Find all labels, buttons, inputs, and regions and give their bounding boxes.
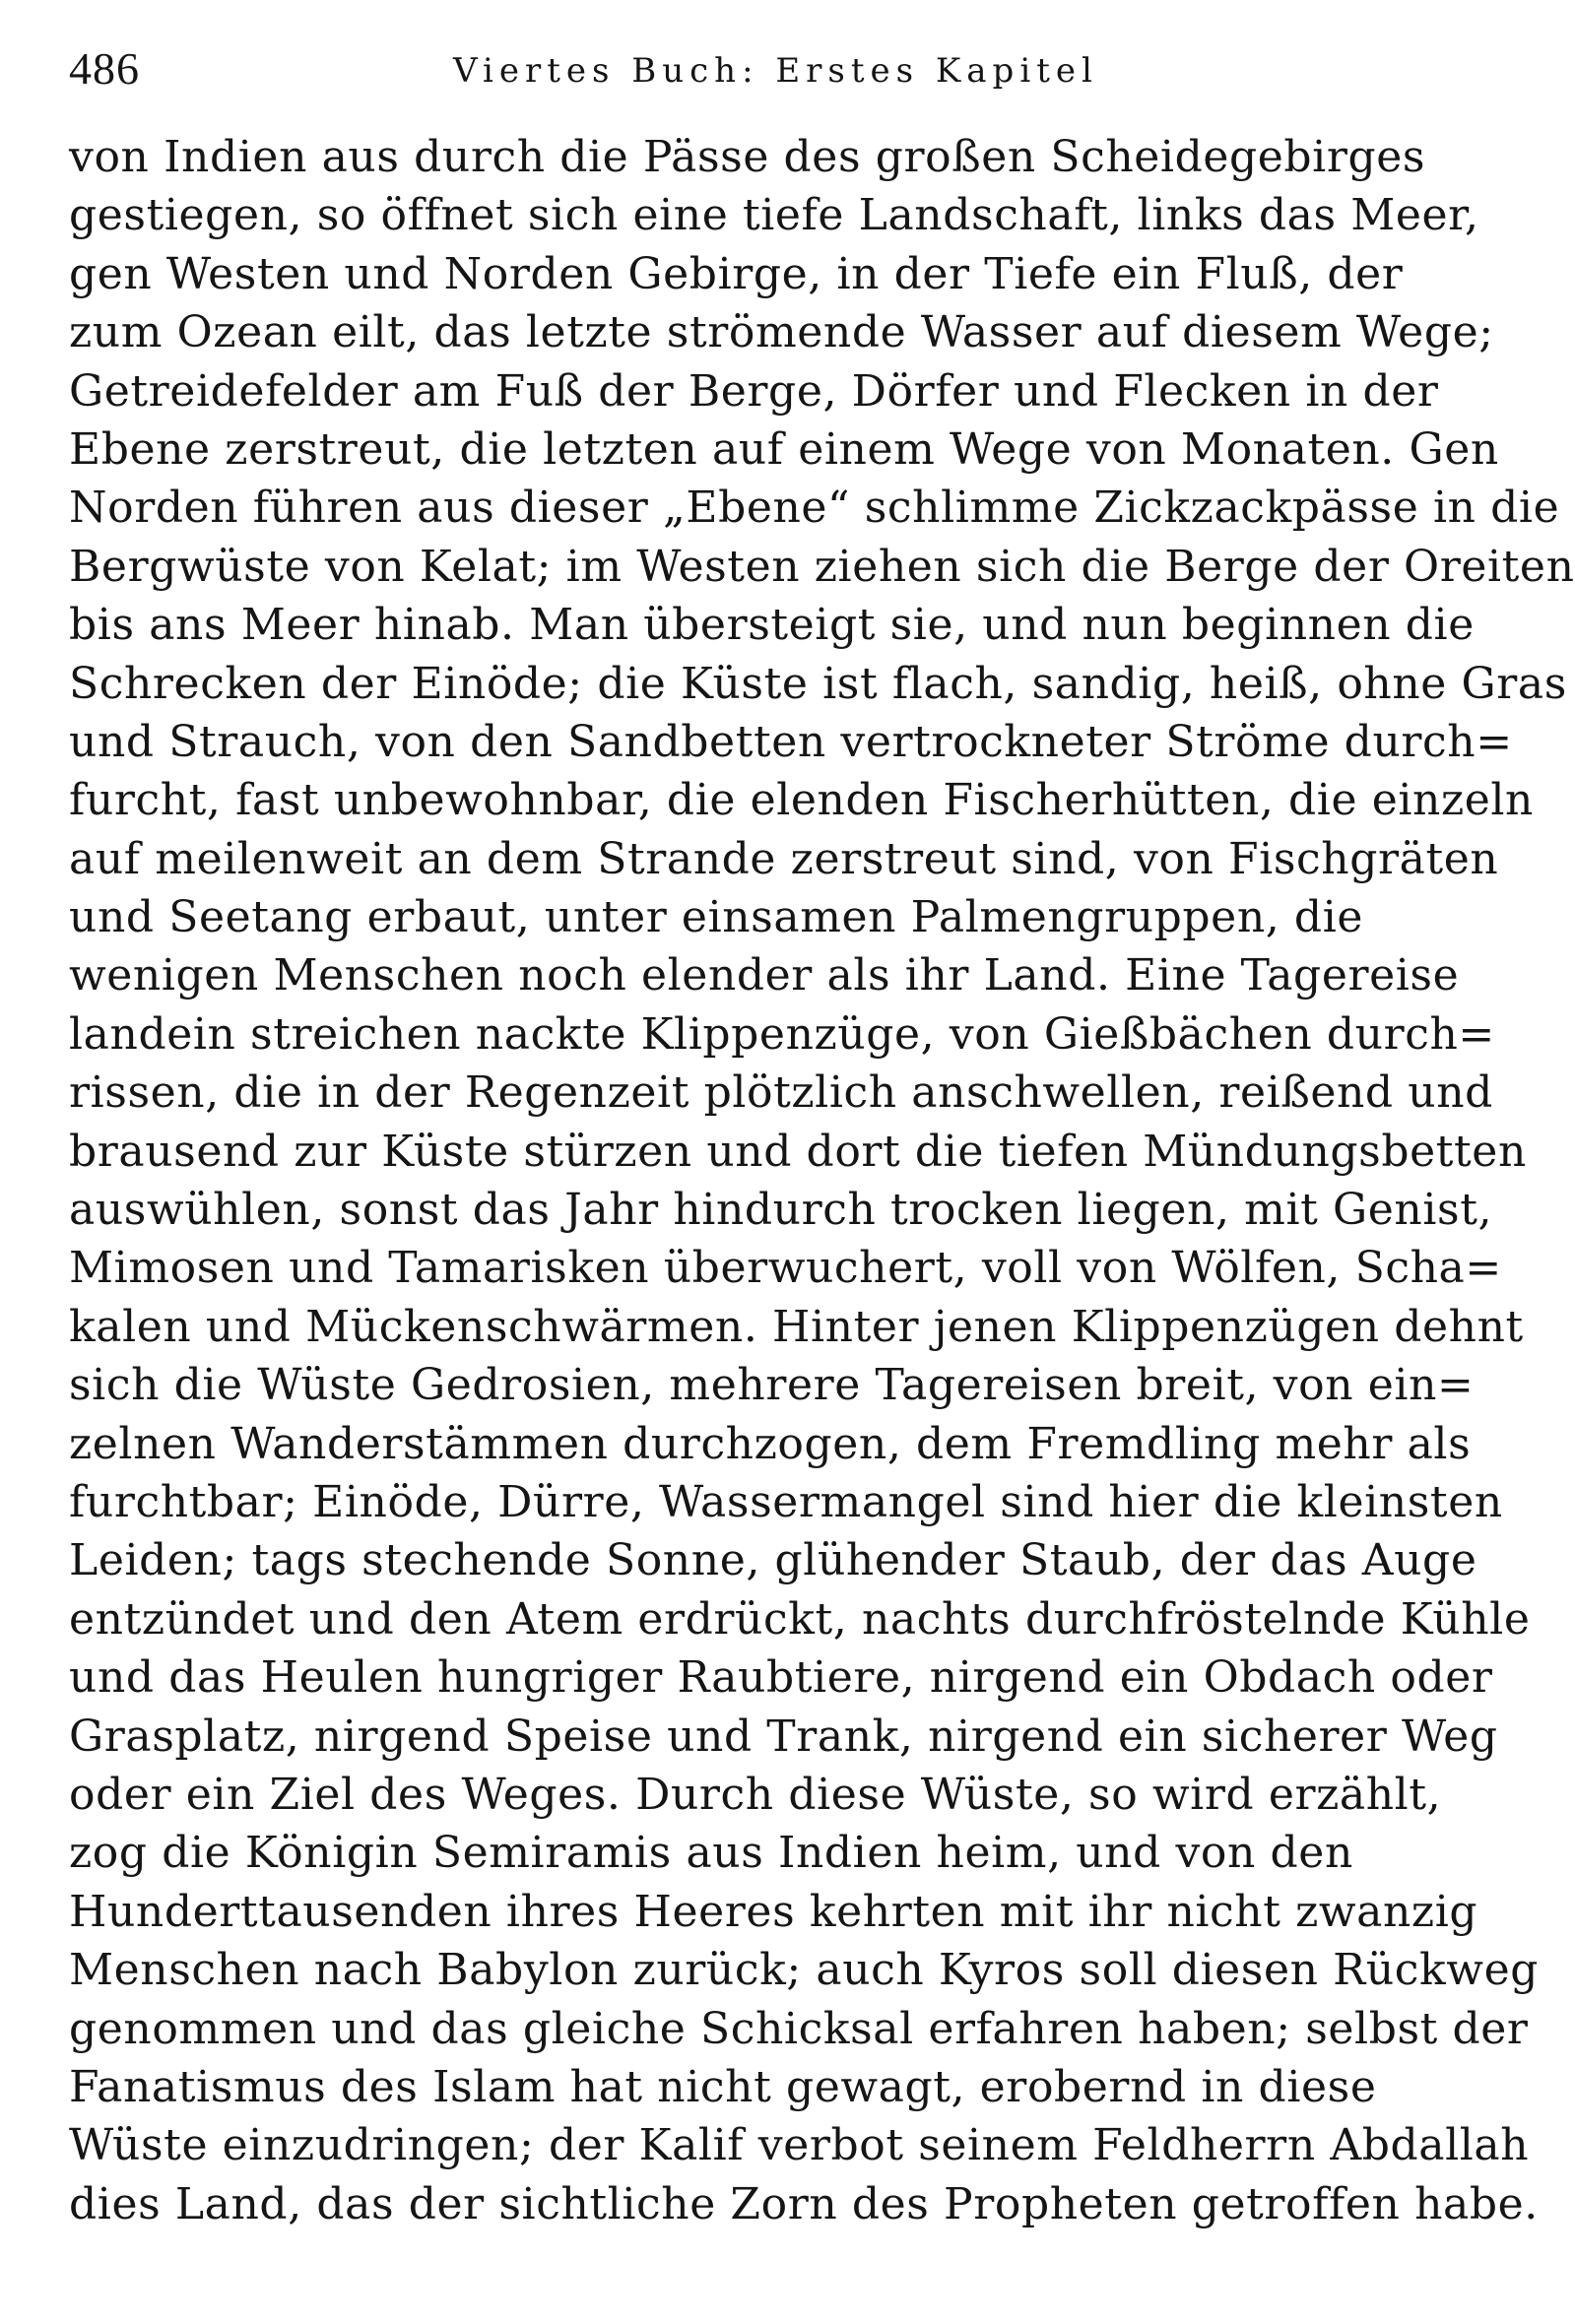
text-line: furcht, fast unbewohnbar, die elenden Fischerhütten, die einzeln [69,775,1534,826]
text-line: oder ein Ziel des Weges. Durch diese Wüste, so wird erzählt, [69,1769,1442,1820]
text-line: kalen und Mückenschwärmen. Hinter jenen Klippenzügen dehnt [69,1301,1524,1352]
text-line: brausend zur Küste stürzen und dort die tiefen Mündungsbetten [69,1126,1527,1177]
page-header [69,39,1310,108]
text-line: gestiegen, so öffnet sich eine tiefe Landschaft, links das Meer, [69,190,1479,241]
text-line: auswühlen, sonst das Jahr hindurch trocken liegen, mit Genist, [69,1185,1493,1236]
text-line: auf meilenweit an dem Strande zerstreut sind, von Fischgräten [69,833,1499,884]
text-line: Fanatismus des Islam hat nicht gewagt, erobernd in diese [69,2061,1377,2112]
text-line: und Strauch, von den Sandbetten vertrockneter Ströme durch= [69,716,1513,767]
page-number: 486 [69,43,140,94]
text-line: Getreidefelder am Fuß der Berge, Dörfer und Flecken in der [69,365,1439,417]
text-line: Leiden; tags stechende Sonne, glühender Staub, der das Auge [69,1535,1477,1586]
text-line: dies Land, das der sichtliche Zorn des Propheten getroffen habe. [69,2178,1539,2229]
text-line: zelnen Wanderstämmen durchzogen, dem Fremdling mehr als [69,1418,1472,1469]
text-line: sich die Wüste Gedrosien, mehrere Tagereisen breit, von ein= [69,1360,1475,1411]
text-line: Menschen nach Babylon zurück; auch Kyros soll diesen Rückweg [69,1945,1539,1996]
text-line: genommen und das gleiche Schicksal erfahren haben; selbst der [69,2003,1529,2054]
text-line: landein streichen nackte Klippenzüge, von Gießbächen durch= [69,1008,1495,1060]
text-line: Mimosen und Tamarisken überwuchert, voll von Wölfen, Scha= [69,1243,1502,1294]
text-line: von Indien aus durch die Pässe des großen Scheidegebirges [69,132,1426,182]
text-line: und das Heulen hungriger Raubtiere, nirgend ein Obdach oder [69,1652,1493,1704]
text-line: zum Ozean eilt, das letzte strömende Wasser auf diesem Wege; [69,307,1494,358]
text-line: Ebene zerstreut, die letzten auf einem Wege von Monaten. Gen [69,423,1499,475]
text-line: Schrecken der Einöde; die Küste ist flach, sandig, heiß, ohne Gras [69,658,1567,709]
text-line: furchtbar; Einöde, Dürre, Wassermangel sind hier die kleinsten [69,1476,1503,1527]
text-line: wenigen Menschen noch elender als ihr Land. Eine Tagereise [69,950,1460,1001]
text-line: Norden führen aus dieser „Ebene“ schlimme Zickzackpässe in die [69,483,1560,534]
text-line: rissen, die in der Regenzeit plötzlich anschwellen, reißend und [69,1067,1493,1119]
text-line: Bergwüste von Kelat; im Westen ziehen sich die Berge der Oreiten [69,541,1575,592]
running-head: Viertes Buch: Erstes Kapitel [453,51,1098,91]
text-line: entzündet und den Atem erdrückt, nachts durchfröstelnde Kühle [69,1593,1531,1645]
text-line: bis ans Meer hinab. Man übersteigt sie, und nun beginnen die [69,600,1475,651]
text-line: Hunderttausenden ihres Heeres kehrten mit ihr nicht zwanzig [69,1886,1478,1937]
text-line: Grasplatz, nirgend Speise und Trank, nirgend ein sicherer Weg [69,1711,1498,1762]
text-line: gen Westen und Norden Gebirge, in der Tiefe ein Fluß, der [69,248,1404,299]
text-line: und Seetang erbaut, unter einsamen Palmengruppen, die [69,892,1364,943]
text-line: zog die Königin Semiramis aus Indien heim, und von den [69,1828,1353,1879]
text-line: Wüste einzudringen; der Kalif verbot seinem Feldherrn Abdallah [69,2120,1530,2171]
body-text [69,128,1575,2233]
